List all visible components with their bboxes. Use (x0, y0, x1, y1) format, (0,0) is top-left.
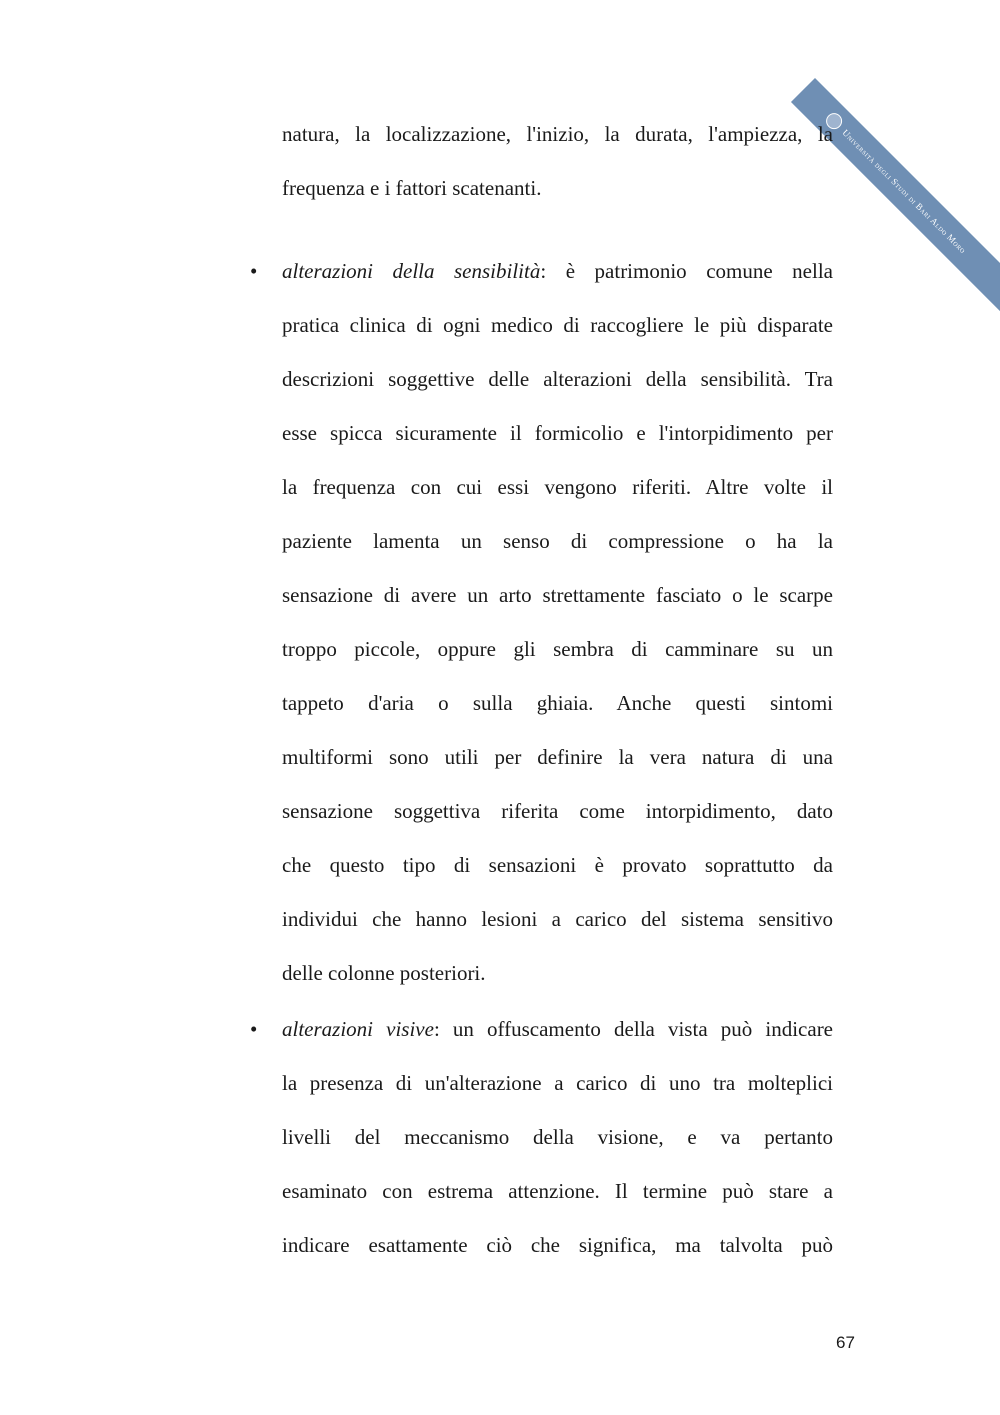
paragraph-line: frequenza e i fattori scatenanti. (282, 176, 542, 200)
university-watermark-ribbon (791, 78, 1000, 328)
paragraph-line: che questo tipo di sensazioni è provato soprattutto da (282, 853, 833, 877)
paragraph-line: natura, la localizzazione, l'inizio, la durata, l'ampiezza, la (282, 122, 833, 146)
paragraph-line: esaminato con estrema attenzione. Il termine può stare a (282, 1179, 833, 1203)
list-bullet: • (250, 259, 258, 283)
page-number: 67 (836, 1333, 855, 1352)
paragraph-line: sensazione soggettiva riferita come intorpidimento, dato (282, 799, 833, 823)
paragraph-line: pratica clinica di ogni medico di raccogliere le più disparate (282, 313, 833, 337)
list-item-text: : un offuscamento della vista può indicare (433, 1017, 834, 1041)
paragraph-line: la presenza di un'alterazione a carico di uno tra molteplici (282, 1071, 833, 1095)
paragraph-line: tappeto d'aria o sulla ghiaia. Anche questi sintomi (282, 691, 833, 715)
paragraph-line: delle colonne posteriori. (282, 961, 486, 985)
paragraph-line: descrizioni soggettive delle alterazioni della sensibilità. Tra (282, 367, 833, 391)
paragraph-line: multiformi sono utili per definire la vera natura di una (282, 745, 833, 769)
paragraph-line: indicare esattamente ciò che significa, ma talvolta può (282, 1233, 833, 1257)
paragraph-line: individui che hanno lesioni a carico del sistema sensitivo (282, 907, 833, 931)
paragraph-line: livelli del meccanismo della visione, e va pertanto (282, 1125, 833, 1149)
paragraph-line: troppo piccole, oppure gli sembra di camminare su un (282, 637, 833, 661)
list-item-term: alterazioni della sensibilità (282, 259, 541, 283)
paragraph-line: la frequenza con cui essi vengono riferiti. Altre volte il (282, 475, 833, 499)
list-item-first-line (282, 1016, 833, 1042)
watermark-text: Università degli Studi di Bari Aldo Moro (840, 127, 969, 256)
list-item-term: alterazioni visive (282, 1017, 434, 1041)
list-item-text: : è patrimonio comune nella (540, 259, 833, 283)
paragraph-line: paziente lamenta un senso di compressione o ha la (282, 529, 833, 553)
paragraph-line: esse spicca sicuramente il formicolio e l'intorpidimento per (282, 421, 833, 445)
paragraph-line: sensazione di avere un arto strettamente fasciato o le scarpe (282, 583, 833, 607)
list-bullet: • (250, 1017, 258, 1041)
list-item-first-line (282, 258, 833, 284)
